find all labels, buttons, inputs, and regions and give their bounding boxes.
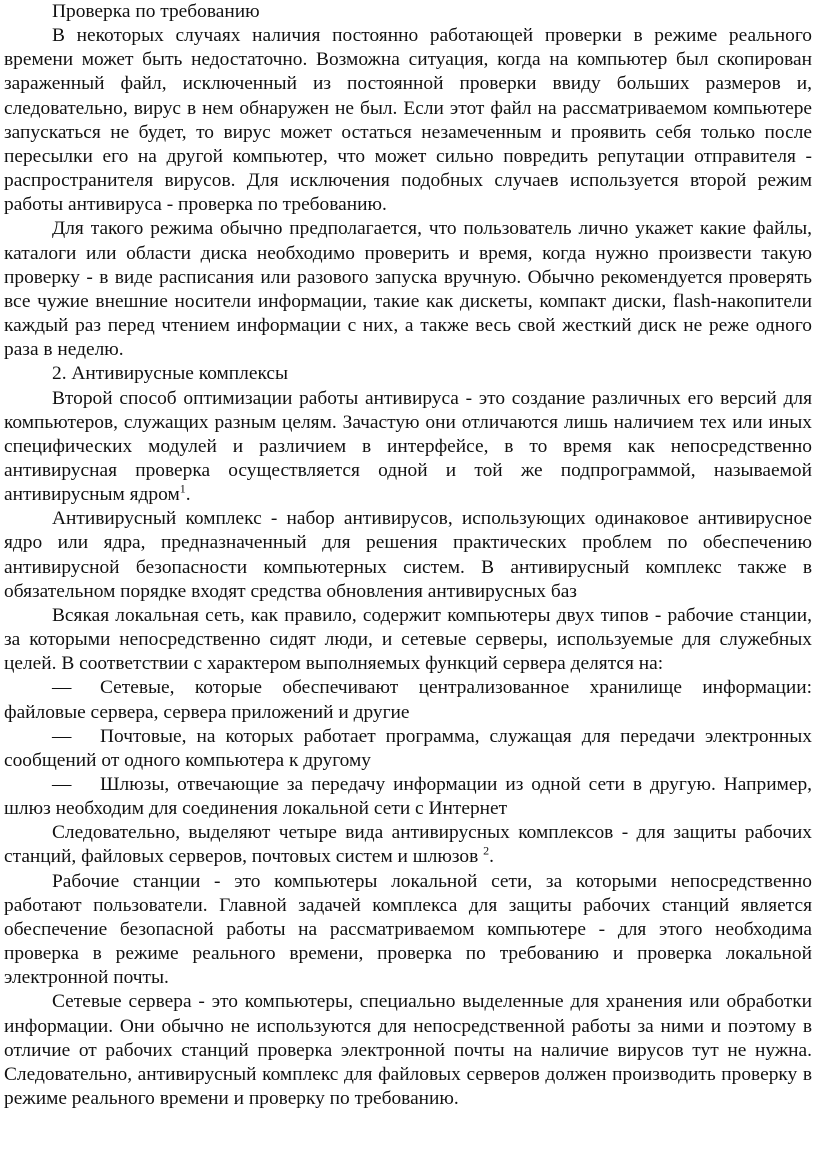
dash-marker: — [52,774,72,795]
paragraph-3-text: Второй способ оптимизации работы антивируса - это создание различных его версий для компьютеров, служащих разным целям. Зачастую они отличаются лишь наличием тех или иных специфических модулей и различием в интерфейсе, в то время как непосредственно антивирусная проверка осуществляется одной и той же подпрограммой, называемой антивирусным ядром [4,387,812,506]
list-item [4,676,812,724]
paragraph-6-text: Следовательно, выделяют четыре вида антивирусных комплексов - для защиты рабочих станций, файловых серверов, почтовых систем и шлюзов [4,822,812,868]
paragraph-2: Для такого режима обычно предполагается, что пользователь лично укажет какие файлы, каталоги или области диска необходимо проверить и время, когда нужно произвести такую проверку - в виде расписания или разового запуска вручную. Обычно рекомендуется проверять все чужие внешние носители информации, такие как дискеты, компакт диски, flash-накопители каждый раз перед чтением информации с них, а также весь свой жесткий диск не реже одного раза в неделю. [4,218,812,361]
paragraph-8: Сетевые сервера - это компьютеры, специально выделенные для хранения или обработки информации. Они обычно не используются для непосредственной работы за ними и поэтому в отличие от рабочих станций проверка электронной почты на наличие вирусов тут не нужна. Следовательно, антивирусный комплекс для файловых серверов должен производить проверку в режиме реального времени и проверку по требованию. [4,991,812,1110]
list-item-text: Шлюзы, отвечающие за передачу информации из одной сети в другую. Например, шлюз необходим для соединения локальной сети с Интернет [4,774,812,820]
list-item-text: Почтовые, на которых работает программа, служащая для передачи электронных сообщений от одного компьютера к другому [4,725,812,771]
list-item [4,773,812,821]
paragraph-6 [4,821,812,869]
heading-antivirus-complexes: 2. Антивирусные комплексы [52,363,289,385]
list-item-text: Сетевые, которые обеспечивают централизованное хранилище информации: файловые сервера, сервера приложений и другие [4,677,812,723]
dash-marker: — [52,677,72,699]
paragraph-3-end: . [185,484,191,506]
heading-check-on-demand: Проверка по требованию [52,1,260,22]
paragraph-6-end: . [489,846,494,868]
document-page [4,0,812,1111]
dash-marker: — [52,725,72,747]
paragraph-1: В некоторых случаях наличия постоянно работающей проверки в режиме реального времени может быть недостаточно. Возможна ситуация, когда на компьютер был скопирован зараженный файл, исключенный из постоянной проверки ввиду больших размеров и, следовательно, вирус в нем обнаружен не был. Если этот файл на рассматриваемом компьютере запускаться не будет, то вирус может остаться незамеченным и проявить себя только после пересылки его на другой компьютер, что может сильно повредить репутации отправителя - распространителя вирусов. Для исключения подобных случаев используется второй режим работы антивируса - проверка по требованию. [4,25,812,216]
footnote-ref-2: 2 [483,844,490,858]
paragraph-4: Антивирусный комплекс - набор антивирусов, использующих одинаковое антивирусное ядро или ядра, предназначенный для решения практических проблем по обеспечению антивирусной безопасности компьютерных систем. В антивирусный комплекс также в обязательном порядке входят средства обновления антивирусных баз [4,508,812,602]
list-item [4,725,812,773]
paragraph-5: Всякая локальная сеть, как правило, содержит компьютеры двух типов - рабочие станции, за которыми непосредственно сидят люди, и сетевые серверы, используемые для служебных целей. В соответствии с характером выполняемых функций сервера делятся на: [4,604,812,675]
footnote-ref-1: 1 [179,481,186,496]
paragraph-7: Рабочие станции - это компьютеры локальной сети, за которыми непосредственно работают пользователи. Главной задачей комплекса для защиты рабочих станций является обеспечение безопасной работы на рассматриваемом компьютере - для этого необходима проверка в режиме реального времени, проверка по требованию и проверка локальной электронной почты. [4,870,812,989]
paragraph-3 [4,387,812,508]
